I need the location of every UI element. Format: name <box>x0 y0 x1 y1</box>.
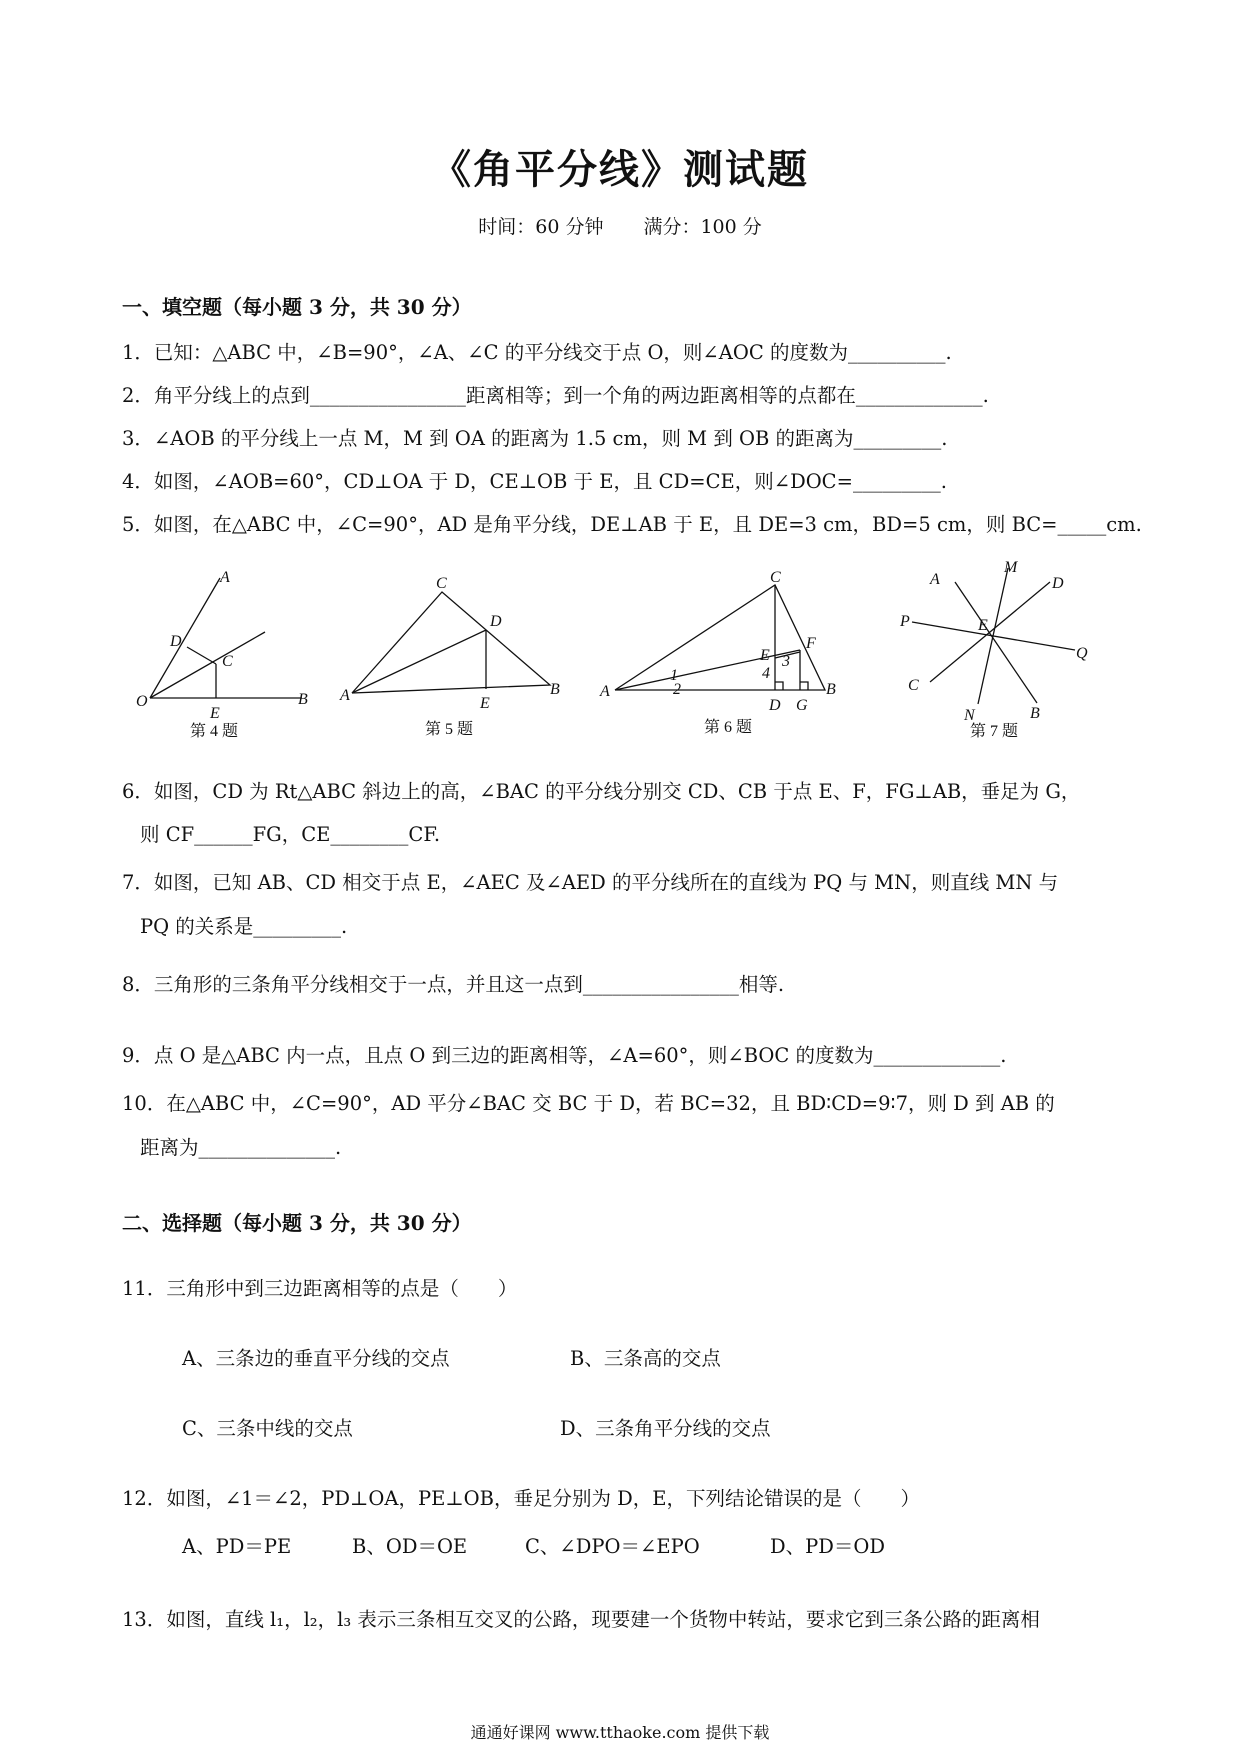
label-c: C <box>222 653 233 670</box>
figure-5-caption: 第 5 题 <box>425 721 474 738</box>
label-4: 4 <box>762 665 770 682</box>
figure-7 <box>890 560 1110 750</box>
label-d: D <box>170 633 182 650</box>
segment-cd <box>187 647 216 664</box>
section-heading-fill-in: 一、填空题（每小题 3 分，共 30 分） <box>122 295 472 319</box>
question-11-option-a: A、三条边的垂直平分线的交点 <box>182 1347 450 1370</box>
page-title: 《角平分线》测试题 <box>431 146 809 193</box>
question-13: 13．如图，直线 l₁，l₂，l₃ 表示三条相互交叉的公路，现要建一个货物中转站，要求它到三条公路的距离相 <box>122 1608 1040 1631</box>
bisector-af <box>615 650 800 690</box>
label-o: O <box>136 693 148 710</box>
section-heading-multiple-choice: 二、选择题（每小题 3 分，共 30 分） <box>122 1211 472 1235</box>
full-score: 满分：100 分 <box>643 216 762 238</box>
question-3: 3．∠AOB 的平分线上一点 M，M 到 OA 的距离为 1.5 cm，则 M 到 OB 的距离为_________. <box>122 427 948 450</box>
question-6-line-2: 则 CF______FG，CE________CF. <box>140 823 441 846</box>
label-3: 3 <box>782 653 790 670</box>
question-12-option-d: D、PD＝OD <box>770 1535 886 1558</box>
figure-5 <box>340 570 580 750</box>
question-10-line-2: 距离为______________. <box>140 1136 342 1159</box>
question-8: 8．三角形的三条角平分线相交于一点，并且这一点到________________相等. <box>122 973 785 996</box>
label-d: D <box>490 613 502 630</box>
question-12-option-c: C、∠DPO＝∠EPO <box>525 1535 700 1558</box>
label-a: A <box>220 569 230 586</box>
label-m: M <box>1004 559 1018 576</box>
line-cd <box>930 582 1050 682</box>
label-e: E <box>978 617 988 634</box>
question-4: 4．如图，∠AOB=60°，CD⊥OA 于 D，CE⊥OB 于 E，且 CD=CE，则∠DOC=_________. <box>122 470 947 493</box>
question-2: 2．角平分线上的点到________________距离相等；到一个角的两边距离相等的点都在_____________. <box>122 384 989 407</box>
right-angle-mark-g <box>800 682 808 690</box>
question-11-option-d: D、三条角平分线的交点 <box>560 1417 771 1440</box>
bisector-oc <box>150 632 265 698</box>
label-b: B <box>1030 705 1040 722</box>
label-e: E <box>210 705 220 722</box>
question-1: 1．已知：△ABC 中，∠B=90°，∠A、∠C 的平分线交于点 O，则∠AOC 的度数为__________. <box>122 341 952 364</box>
label-b: B <box>826 681 836 698</box>
question-5: 5．如图，在△ABC 中，∠C=90°，AD 是角平分线，DE⊥AB 于 E，且 DE=3 cm，BD=5 cm，则 BC=_____cm. <box>122 513 1142 536</box>
label-c: C <box>908 677 919 694</box>
label-g: G <box>796 697 808 714</box>
label-q: Q <box>1076 645 1088 662</box>
bisector-ad <box>352 630 486 693</box>
triangle-abc <box>615 585 825 690</box>
label-a: A <box>600 683 610 700</box>
question-9: 9．点 O 是△ABC 内一点，且点 O 到三边的距离相等，∠A=60°，则∠BOC 的度数为_____________. <box>122 1044 1007 1067</box>
question-7-line-1: 7．如图，已知 AB、CD 相交于点 E，∠AEC 及∠AED 的平分线所在的直线为 PQ 与 MN，则直线 MN 与 <box>122 871 1059 894</box>
label-d: D <box>769 697 781 714</box>
label-p: P <box>900 613 910 630</box>
label-a: A <box>340 687 350 704</box>
label-1: 1 <box>670 667 678 684</box>
label-b: B <box>298 691 308 708</box>
right-angle-mark-d <box>775 682 783 690</box>
ray-oa <box>150 578 220 698</box>
line-ab <box>955 582 1037 703</box>
triangle-abc <box>352 592 550 693</box>
question-11: 11．三角形中到三边距离相等的点是（ ） <box>122 1277 518 1300</box>
question-12: 12．如图，∠1＝∠2，PD⊥OA，PE⊥OB，垂足分别为 D，E，下列结论错误的是（ ） <box>122 1487 921 1510</box>
line-pq <box>912 622 1075 650</box>
question-7-line-2: PQ 的关系是_________. <box>140 915 348 938</box>
figure-4-caption: 第 4 题 <box>190 723 239 740</box>
figure-4 <box>130 570 330 750</box>
label-c: C <box>770 569 781 586</box>
label-e: E <box>760 647 770 664</box>
question-12-option-b: B、OD＝OE <box>352 1535 468 1558</box>
question-11-option-b: B、三条高的交点 <box>570 1347 721 1370</box>
label-d: D <box>1052 575 1064 592</box>
label-f: F <box>806 635 816 652</box>
question-12-option-a: A、PD＝PE <box>182 1535 292 1558</box>
label-a: A <box>930 571 940 588</box>
label-b: B <box>550 681 560 698</box>
label-2: 2 <box>673 681 681 698</box>
question-11-option-c: C、三条中线的交点 <box>182 1417 353 1440</box>
footer-source: 通通好课网 www.tthaoke.com 提供下载 <box>470 1723 770 1742</box>
question-10-line-1: 10．在△ABC 中，∠C=90°，AD 平分∠BAC 交 BC 于 D，若 BC=32，且 BD∶CD=9∶7，则 D 到 AB 的 <box>122 1092 1055 1115</box>
label-c: C <box>436 575 447 592</box>
question-6-line-1: 6．如图，CD 为 Rt△ABC 斜边上的高，∠BAC 的平分线分别交 CD、CB 于点 E、F，FG⊥AB，垂足为 G， <box>122 780 1081 803</box>
label-n: N <box>964 707 975 724</box>
figure-6-caption: 第 6 题 <box>704 719 753 736</box>
figure-7-caption: 第 7 题 <box>970 723 1019 740</box>
exam-info <box>0 212 1240 239</box>
label-e: E <box>480 695 490 712</box>
time-limit: 时间：60 分钟 <box>478 216 604 238</box>
figure-6 <box>600 570 850 750</box>
